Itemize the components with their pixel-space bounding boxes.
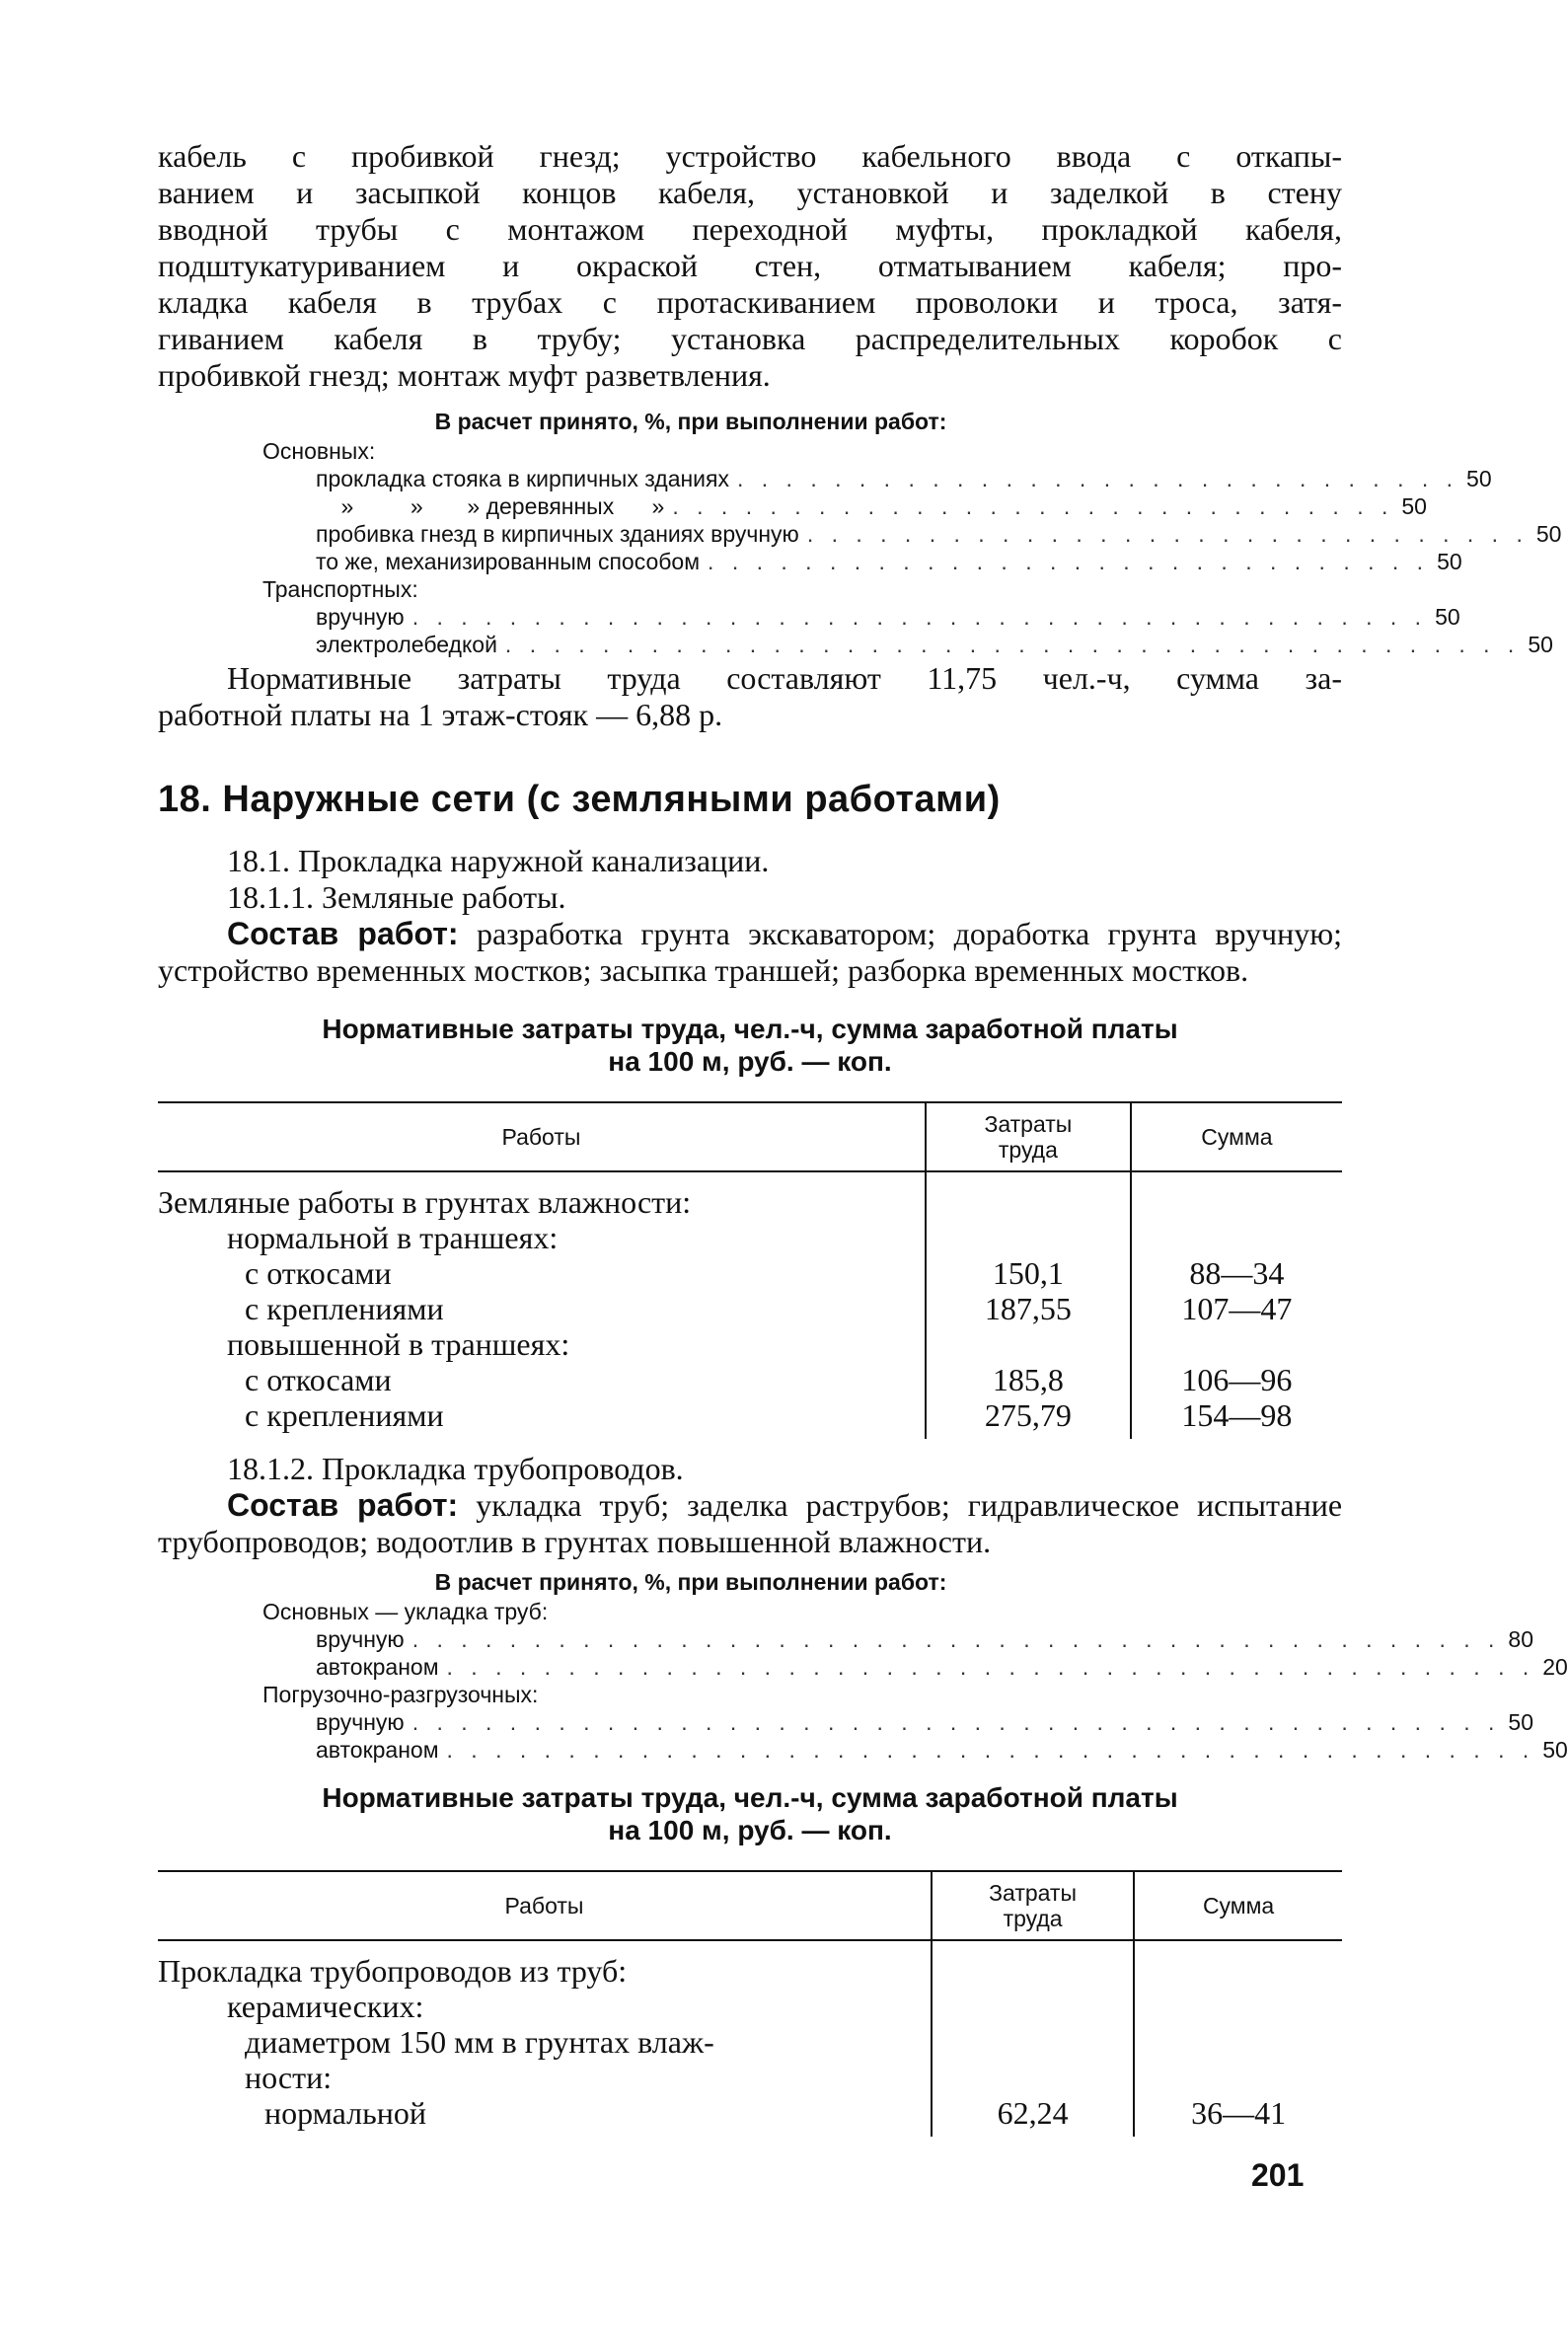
allocation-label: вручную [316, 1709, 405, 1735]
page [158, 138, 1568, 2137]
allocation-label: автокраном [316, 1654, 439, 1680]
table-2-caption [158, 1781, 1342, 1846]
cell-work: керамических: [227, 1989, 424, 2024]
allocation-value: 50 [1535, 521, 1562, 547]
table-row [158, 1220, 1342, 1255]
header-sum: Сумма [1134, 1871, 1342, 1940]
cell-work: нормальной в траншеях: [227, 1220, 559, 1255]
cell-work: ности: [245, 2060, 333, 2095]
allocation-value: 80 [1508, 1626, 1534, 1652]
intro-line: вводной трубы с монтажом переходной муфты, прокладкой кабеля, [158, 211, 1342, 247]
cell-sum [1134, 1989, 1342, 2024]
allocation-label: вручную [316, 1626, 405, 1652]
allocation-row [158, 1708, 1534, 1736]
cell-sum: 154—98 [1181, 1397, 1293, 1433]
table-row [158, 1255, 1342, 1291]
leader-dots: . . . . . . . . . . . . . . . . . . . . . . . . . . . . . . . . . . . . . . . . . . . . . [411, 1709, 1501, 1735]
table-1-caption [158, 1013, 1342, 1078]
table-1 [158, 1101, 1342, 1439]
intro-line: кладка кабеля в трубах с протаскиванием проволоки и троса, затя- [158, 284, 1342, 320]
cell-sum: 106—96 [1181, 1362, 1293, 1397]
table-row [158, 1940, 1342, 1989]
leader-dots: . . . . . . . . . . . . . . . . . . . . . . . . . . . . . . [737, 466, 1459, 491]
allocation-value: 50 [1528, 632, 1553, 657]
table-row [158, 1362, 1342, 1397]
leader-dots: . . . . . . . . . . . . . . . . . . . . . . . . . . . . . . [708, 549, 1430, 574]
table-row [158, 1397, 1342, 1439]
allocation-value: 50 [1466, 466, 1492, 491]
section-heading: 18. Наружные сети (с земляными работами) [158, 779, 1001, 820]
cell-work: с креплениями [245, 1397, 444, 1433]
cell-work: с откосами [245, 1255, 392, 1291]
table-header-row [158, 1102, 1342, 1171]
composition-text: укладка труб; заделка раструбов; гидравлическое испытание трубопроводов; водоотлив в грунтах повышенной влажности. [158, 1487, 1343, 1559]
allocation-value: 50 [1508, 1709, 1534, 1735]
subsection-18-1-2: 18.1.2. Прокладка трубопроводов. [227, 1451, 684, 1486]
caption-line: на 100 м, руб. — коп. [608, 1815, 892, 1845]
cell-sum [1131, 1326, 1342, 1362]
cell-labor: 185,8 [926, 1362, 1131, 1397]
caption-line: на 100 м, руб. — коп. [608, 1046, 892, 1077]
allocation-row [158, 520, 1562, 548]
subsection-18-1: 18.1. Прокладка наружной канализации. [227, 843, 770, 878]
composition-label: Состав работ: [227, 916, 459, 951]
normative-line: работной платы на 1 этаж-стояк — 6,88 р. [158, 697, 723, 732]
allocation-row [158, 465, 1492, 492]
table-row [158, 1171, 1342, 1220]
allocation-title: В расчет принято, %, при выполнении работ: [434, 1569, 947, 1595]
cell-sum: 36—41 [1191, 2095, 1287, 2131]
allocation-title: В расчет принято, %, при выполнении работ: [434, 409, 947, 434]
normative-text [158, 660, 1342, 733]
subsection-18-1-1: 18.1.1. Земляные работы. [227, 879, 566, 915]
allocation-group-heading: Погрузочно-разгрузочных: [262, 1682, 539, 1707]
intro-paragraph [158, 138, 1342, 394]
allocation-row [158, 492, 1427, 520]
intro-line: подштукатуриванием и окраской стен, отматыванием кабеля; про- [158, 248, 1342, 283]
intro-line: гиванием кабеля в трубу; установка распределительных коробок с [158, 321, 1342, 356]
allocation-value: 50 [1437, 549, 1462, 574]
intro-line: пробивкой гнезд; монтаж муфт разветвления. [158, 357, 771, 393]
cell-sum [1131, 1220, 1342, 1255]
cell-work: с креплениями [245, 1291, 444, 1326]
table-row [158, 2024, 1342, 2060]
cell-labor [926, 1326, 1131, 1362]
cell-sum [1134, 2060, 1342, 2095]
normative-line: Нормативные затраты труда составляют 11,75 чел.-ч, сумма за- [227, 660, 1342, 696]
table-row [158, 1291, 1342, 1326]
cell-labor: 62,24 [932, 2095, 1134, 2137]
allocation-group-heading: Транспортных: [262, 576, 418, 602]
cell-labor [932, 2060, 1134, 2095]
header-sum: Сумма [1131, 1102, 1342, 1171]
cell-labor [932, 2024, 1134, 2060]
caption-line: Нормативные затраты труда, чел.-ч, сумма заработной платы [322, 1014, 1178, 1044]
cell-labor [932, 1989, 1134, 2024]
cell-labor: 275,79 [926, 1397, 1131, 1439]
cell-labor: 187,55 [926, 1291, 1131, 1326]
composition-paragraph-2 [158, 1487, 1342, 1560]
intro-line: ванием и засыпкой концов кабеля, установкой и заделкой в стену [158, 175, 1342, 210]
table-row [158, 1326, 1342, 1362]
cell-work: Прокладка трубопроводов из труб: [158, 1953, 628, 1989]
allocation-row [158, 603, 1460, 631]
leader-dots: . . . . . . . . . . . . . . . . . . . . . . . . . . . . . . . . . . . . . . . . . . . . . [446, 1737, 1535, 1763]
allocation-label: электролебедкой [316, 632, 497, 657]
allocation-row [158, 548, 1462, 575]
allocation-label: пробивка гнезд в кирпичных зданиях вручную [316, 521, 799, 547]
header-labor: Затраты труда [926, 1102, 1131, 1171]
cell-work: нормальной [264, 2095, 426, 2131]
allocation-block-1 [158, 408, 1562, 658]
page-number: 201 [1251, 2157, 1305, 2193]
allocation-label: прокладка стояка в кирпичных зданиях [316, 466, 729, 491]
composition-paragraph-1 [158, 916, 1342, 989]
allocation-row [158, 1736, 1568, 1764]
composition-text: разработка грунта экскаватором; доработка грунта вручную; устройство временных мостков; засыпка траншей; разборка временных мостков. [158, 916, 1343, 988]
leader-dots: . . . . . . . . . . . . . . . . . . . . . . . . . . . . . . [806, 521, 1529, 547]
cell-work: повышенной в траншеях: [227, 1326, 570, 1362]
allocation-label: автокраном [316, 1737, 439, 1763]
allocation-group-heading: Основных — укладка труб: [262, 1599, 549, 1624]
leader-dots: . . . . . . . . . . . . . . . . . . . . . . . . . . . . . . . . . . . . . . . . . . [504, 632, 1521, 657]
cell-sum [1134, 2024, 1342, 2060]
cell-sum: 88—34 [1189, 1255, 1285, 1291]
cell-labor [926, 1220, 1131, 1255]
table-2 [158, 1870, 1342, 2137]
allocation-value: 50 [1401, 493, 1427, 519]
allocation-row [158, 1653, 1568, 1681]
header-work: Работы [158, 1871, 932, 1940]
allocation-label: вручную [316, 604, 405, 630]
leader-dots: . . . . . . . . . . . . . . . . . . . . . . . . . . . . . . . . . . . . . . . . . . . . . [446, 1654, 1535, 1680]
table-row [158, 1989, 1342, 2024]
cell-labor [932, 1940, 1134, 1989]
caption-line: Нормативные затраты труда, чел.-ч, сумма заработной платы [322, 1782, 1178, 1813]
table-header-row [158, 1871, 1342, 1940]
intro-line: кабель с пробивкой гнезд; устройство кабельного ввода с откапы- [158, 138, 1342, 174]
allocation-block-2 [158, 1568, 1568, 1764]
composition-label: Состав работ: [227, 1487, 459, 1523]
allocation-row [158, 1625, 1534, 1653]
cell-work: с откосами [245, 1362, 392, 1397]
leader-dots: . . . . . . . . . . . . . . . . . . . . . . . . . . . . . . . . . . . . . . . . . . . . . [411, 1626, 1501, 1652]
cell-labor: 150,1 [926, 1255, 1131, 1291]
allocation-value: 20 [1542, 1654, 1568, 1680]
allocation-value: 50 [1435, 604, 1460, 630]
cell-sum: 107—47 [1181, 1291, 1293, 1326]
cell-work: Земляные работы в грунтах влажности: [158, 1184, 692, 1220]
allocation-group-heading: Основных: [262, 438, 376, 464]
allocation-value: 50 [1542, 1737, 1568, 1763]
cell-labor [926, 1171, 1131, 1220]
cell-work: диаметром 150 мм в грунтах влаж- [245, 2024, 714, 2060]
cell-sum [1131, 1171, 1342, 1220]
allocation-label: то же, механизированным способом [316, 549, 701, 574]
header-work: Работы [158, 1102, 926, 1171]
table-row [158, 2060, 1342, 2095]
leader-dots: . . . . . . . . . . . . . . . . . . . . . . . . . . . . . . . . . . . . . . . . . . [411, 604, 1428, 630]
header-labor: Затраты труда [932, 1871, 1134, 1940]
leader-dots: . . . . . . . . . . . . . . . . . . . . . . . . . . . . . . [672, 493, 1394, 519]
table-row [158, 2095, 1342, 2137]
allocation-row [158, 631, 1553, 658]
cell-sum [1134, 1940, 1342, 1989]
allocation-label: » » » деревянных » [316, 493, 665, 519]
